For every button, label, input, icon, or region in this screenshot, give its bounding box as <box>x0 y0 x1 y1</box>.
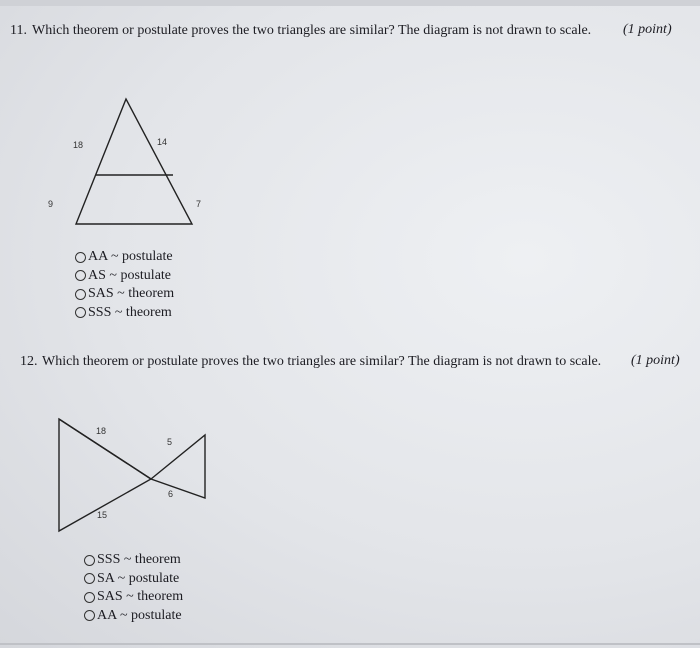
radio-button[interactable] <box>75 289 86 300</box>
triangle-diagram-11 <box>40 90 230 240</box>
points-label: (1 point) <box>623 22 672 37</box>
radio-button[interactable] <box>84 573 95 584</box>
choice-label: SSS ~ theorem <box>88 304 172 320</box>
choice-label: AA ~ postulate <box>97 607 182 623</box>
bottom-divider <box>0 643 700 645</box>
bowtie-diagram-12 <box>50 410 220 535</box>
choice-label: AS ~ postulate <box>88 267 172 283</box>
side-label-7: 7 <box>196 199 202 209</box>
question-text: Which theorem or postulate proves the two triangles are similar? The diagram is not drawn to scale. <box>42 354 602 369</box>
right-triangle <box>151 435 205 498</box>
choice-label: AA ~ postulate <box>88 249 173 264</box>
radio-button[interactable] <box>84 610 95 621</box>
points-label: (1 point) <box>631 353 680 368</box>
question-number: 12. <box>20 354 38 369</box>
answer-choices-12 <box>84 551 183 625</box>
question-11 <box>10 22 690 62</box>
choice-as-postulate[interactable] <box>75 267 174 286</box>
radio-button[interactable] <box>75 307 86 318</box>
radio-button[interactable] <box>84 592 95 603</box>
choice-sa-postulate[interactable] <box>84 570 183 589</box>
top-edge <box>0 0 700 6</box>
choice-label: SA ~ postulate <box>97 570 180 586</box>
choice-sas-theorem[interactable] <box>75 285 174 304</box>
side-label-6: 6 <box>168 489 174 499</box>
side-label-18: 18 <box>96 426 107 436</box>
side-label-5: 5 <box>167 437 173 447</box>
choice-sss-theorem[interactable] <box>75 304 174 323</box>
choice-aa-postulate[interactable] <box>75 248 174 267</box>
side-label-14: 14 <box>157 137 168 147</box>
question-number: 11. <box>10 23 27 38</box>
radio-button[interactable] <box>84 555 95 566</box>
answer-choices-11 <box>75 248 174 322</box>
outer-triangle <box>76 99 192 224</box>
radio-button[interactable] <box>75 252 86 263</box>
choice-sss-theorem[interactable] <box>84 551 183 570</box>
side-label-9: 9 <box>48 199 54 209</box>
question-text: Which theorem or postulate proves the two triangles are similar? The diagram is not drawn to scale. <box>32 23 592 38</box>
side-label-15: 15 <box>97 510 108 520</box>
question-12 <box>20 353 690 393</box>
choice-label: SAS ~ theorem <box>97 589 184 604</box>
radio-button[interactable] <box>75 270 86 281</box>
choice-label: SAS ~ theorem <box>88 286 175 301</box>
choice-label: SSS ~ theorem <box>97 552 181 567</box>
side-label-18: 18 <box>73 140 84 150</box>
choice-sas-theorem[interactable] <box>84 588 183 607</box>
choice-aa-postulate[interactable] <box>84 607 183 626</box>
